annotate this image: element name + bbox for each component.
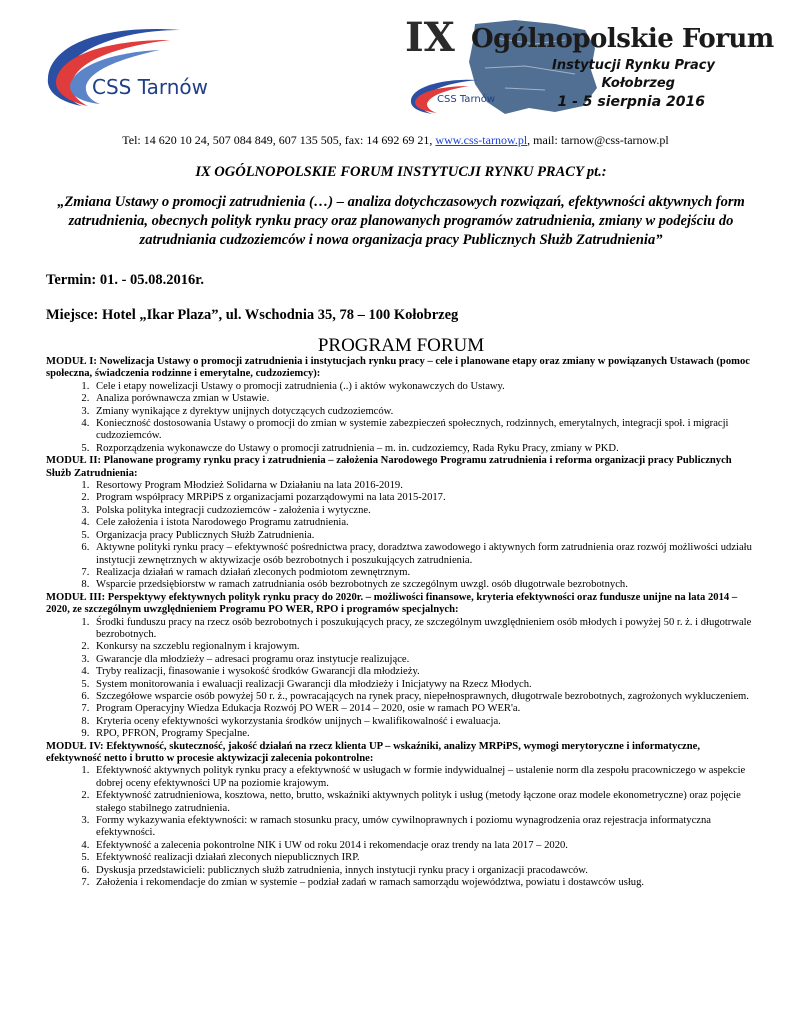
list-item: 2. Konkursy na szczeblu regionalnym i krajowym. [92,641,756,653]
svg-text:CSS Tarnów: CSS Tarnów [92,75,209,99]
list-item: 2. Efektywność zatrudnieniowa, kosztowa, netto, brutto, wskaźniki aktywnych polityk i usług (metody łączone oraz modele ekonometryczne) oraz pojęcie stałego stabilnego zatrudnienia. [92,790,756,815]
event-venue: Miejsce: Hotel „Ikar Plaza”, ul. Wschodnia 35, 78 – 100 Kołobrzeg [46,307,459,323]
list-item: 2. Program współpracy MRPiPS z organizacjami pozarządowymi na lata 2015-2017. [92,492,756,504]
forum-roman-numeral: IX [405,14,455,61]
forum-logo-line2: Kołobrzeg [601,76,675,91]
css-tarnow-logo [30,16,230,116]
document-body [46,164,756,889]
list-item: 1. Efektywność aktywnych polityk rynku pracy a efektywność w usługach w formie indywidualnej – ustalenie norm dla zespołu pracowniczego w aspekcie dobrej oceny efektywności UP na poziomie krajowym. [92,765,756,790]
list-item: 9. RPO, PFRON, Programy Specjalne. [92,728,756,740]
list-item: 4. Cele założenia i istota Narodowego Programu zatrudnienia. [92,517,756,529]
list-item: 1. Resortowy Program Młodzież Solidarna w Działaniu na lata 2016-2019. [92,480,756,492]
list-item: 3. Zmiany wynikające z dyrektyw unijnych dotyczących cudzoziemców. [92,406,756,418]
list-item: 1. Środki funduszu pracy na rzecz osób bezrobotnych i poszukujących pracy, ze szczególnym uwzględnieniem osób młodych i powyżej 50 r. ż. i długotrwale bezrobotnych. [92,617,756,642]
website-link[interactable]: www.css-tarnow.pl [435,133,528,147]
list-item: 6. Aktywne polityki rynku pracy – efektywność pośrednictwa pracy, doradztwa zawodowego i aktywnych form zatrudnienia oraz rozwój możliwości udziału instytucji zewnętrznych w aktywizacje osób bezrobotnych i poszukujących zatrudnienia. [92,542,756,567]
module-heading: MODUŁ III: Perspektywy efektywnych polityk rynku pracy do 2020r. – możliwości finansowe, kryteria efektywności oraz fundusze unijne na lata 2014 – 2020, ze szczególnym uwzględnieniem Programu PO WER, RPO i programów specjalnych: [46,591,738,616]
forum-heading: IX OGÓLNOPOLSKIE FORUM INSTYTUCJI RYNKU PRACY pt.: [195,164,607,180]
list-item: 4. Konieczność dostosowania Ustawy o promocji do zmian w systemie zabezpieczeń społecznych, rodzinnych, emerytalnych, integracji społ. i migracji cudzoziemców. [92,418,756,443]
list-item: 5. Rozporządzenia wykonawcze do Ustawy o promocji zatrudnienia – m. in. cudzoziemcy, Rada Ryku Pracy, zmiany w PKD. [92,443,756,455]
list-item: 5. Efektywność realizacji działań zleconych niepublicznych IRP. [92,852,756,864]
list-item: 6. Szczegółowe wsparcie osób powyżej 50 r. ż., powracających na rynek pracy, niepełnosprawnych, długotrwale bezrobotnych, zagrożonych wykluczeniem. [92,691,756,703]
contact-mail: , mail: tarnow@css-tarnow.pl [527,133,669,147]
list-item: 3. Formy wykazywania efektywności: w ramach stosunku pracy, umów cywilnoprawnych i poziomu wynagrodzenia oraz rejestracja informatyczna efektywności. [92,815,756,840]
module-item-list [46,765,756,889]
module-item-list [46,480,756,592]
module-item-list [46,617,756,741]
program-title: PROGRAM FORUM [317,335,485,356]
list-item: 8. Kryteria oceny efektywności wykorzystania środków unijnych – kwalifikowalność i ewaluacja. [92,716,756,728]
contact-phones: Tel: 14 620 10 24, 507 084 849, 607 135 505, fax: 14 692 69 21, [122,133,436,147]
module-heading: MODUŁ II: Planowane programy rynku pracy i zatrudnienia – założenia Narodowego Programu zatrudnienia i reforma organizacji pracy Publicznych Służb Zatrudnienia: [46,455,732,479]
list-item: 3. Polska polityka integracji cudzoziemców - założenia i wytyczne. [92,505,756,517]
swoosh-icon [30,16,230,116]
list-item: 4. Tryby realizacji, finasowanie i wysokość środków Gwarancji dla młodzieży. [92,666,756,678]
list-item: 6. Dyskusja przedstawicieli: publicznych służb zatrudnienia, innych instytucji rynku pracy i organizacji pracodawców. [92,865,756,877]
forum-logo [405,14,774,118]
list-item: 7. Założenia i rekomendacje do zmian w systemie – podział zadań w ramach samorządu województwa, powiatu i dostawców usług. [92,877,756,889]
forum-logo-dates: 1 - 5 sierpnia 2016 [557,94,705,110]
list-item: 5. System monitorowania i ewaluacji realizacji Gwarancji dla młodzieży i Inicjatywy na Rzecz Młodych. [92,679,756,691]
list-item: 2. Analiza porównawcza zmian w Ustawie. [92,393,756,405]
list-item: 8. Wsparcie przedsiębiorstw w ramach zatrudniania osób bezrobotnych ze szczególnym uwzgl. osób długotrwale bezrobotnych. [92,579,756,591]
forum-logo-line1: Instytucji Rynku Pracy [552,58,715,73]
list-item: 1. Cele i etapy nowelizacji Ustawy o promocji zatrudnienia (..) i aktów wykonawczych do Ustawy. [92,381,756,393]
list-item: 7. Realizacja działań w ramach działań zleconych podmiotom zewnętrznym. [92,567,756,579]
forum-topic: „Zmiana Ustawy o promocji zatrudnienia (…) – analiza dotychczasowych rozwiązań, efektywności aktywnych form zatrudnienia, obecnych polityk rynku pracy oraz planowanych programów zatrudnienia, zmiany w podejściu do zatrudniania cudzoziemców i nowa organizacja pracy Publicznych Służb Zatrudnienia” [57,194,745,248]
module-heading: MODUŁ IV: Efektywność, skuteczność, jakość działań na rzecz klienta UP – wskaźniki, analizy MRPiPS, wymogi merytoryczne i informatyczne, efektywność netto i brutto w procesie aktywizacji zalecenia pokontrolne: [46,740,700,764]
event-date: Termin: 01. - 05.08.2016r. [46,272,205,288]
list-item: 7. Program Operacyjny Wiedza Edukacja Rozwój PO WER – 2014 – 2020, osie w ramach PO WER'a. [92,703,756,715]
list-item: 5. Organizacja pracy Publicznych Służb Zatrudnienia. [92,530,756,542]
small-logo-text: CSS Tarnów [437,94,496,105]
module-heading: MODUŁ I: Nowelizacja Ustawy o promocji zatrudnienia i instytucjach rynku pracy – cele i planowane etapy oraz zmiany w powiązanych Ustawach (pomoc społeczna, świadczenia rodzinne i emerytalne, cudzoziemcy): [46,356,750,380]
module-item-list [46,381,756,455]
forum-logo-title: Ogólnopolskie Forum [471,24,774,54]
list-item: 4. Efektywność a zalecenia pokontrolne NIK i UW od roku 2014 i rekomendacje oraz trendy na lata 2017 – 2020. [92,840,756,852]
list-item: 3. Gwarancje dla młodzieży – adresaci programu oraz instytucje realizujące. [92,654,756,666]
contact-line [0,133,791,148]
program-modules [46,356,756,889]
